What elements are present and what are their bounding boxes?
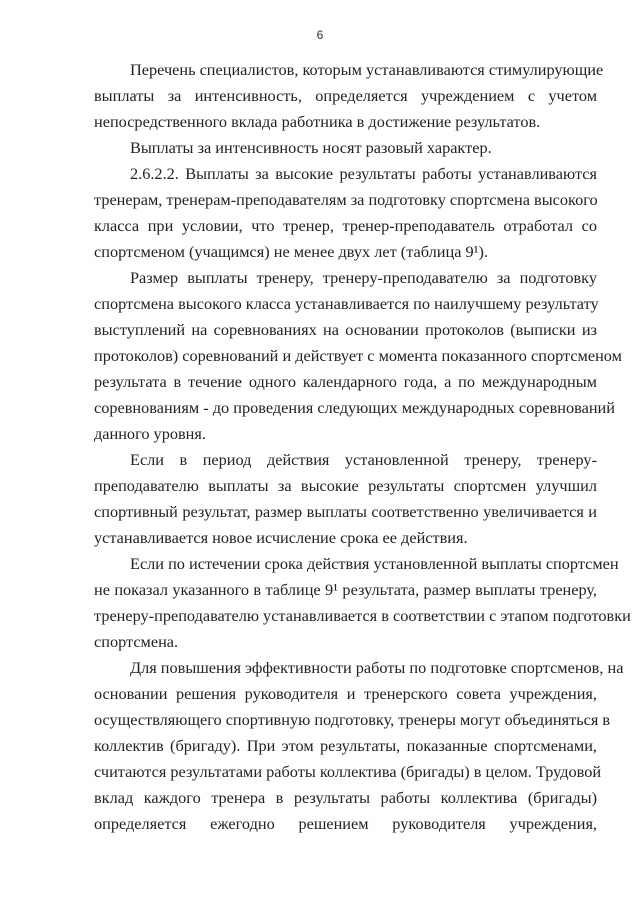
text-line: вклад каждого тренера в результаты работы коллектива (бригады) <box>94 788 597 807</box>
text-line: Размер выплаты тренеру, тренеру-преподавателю за подготовку <box>130 268 597 287</box>
text-line: Если по истечении срока действия установленной выплаты спортсмен <box>130 554 619 573</box>
text-line: результата в течение одного календарного года, а по международным <box>94 372 597 391</box>
text-line: протоколов) соревнований и действует с момента показанного спортсменом <box>94 346 622 365</box>
paragraph <box>94 135 597 161</box>
text-line: данного уровня. <box>94 424 206 443</box>
text-line: определяется ежегодно решением руководителя учреждения, <box>94 814 597 833</box>
text-line: соревнованиям - до проведения следующих международных соревнований <box>94 398 615 417</box>
paragraph <box>94 161 597 265</box>
text-line: Выплаты за интенсивность носят разовый характер. <box>130 138 492 157</box>
paragraph <box>94 57 604 135</box>
text-line: тренерам, тренерам-преподавателям за подготовку спортсмена высокого <box>94 190 598 209</box>
text-line: Перечень специалистов, которым устанавливаются стимулирующие <box>130 60 604 79</box>
text-line: непосредственного вклада работника в достижение результатов. <box>94 112 541 131</box>
document-body <box>94 57 631 837</box>
text-line: 2.6.2.2. Выплаты за высокие результаты работы устанавливаются <box>130 164 597 183</box>
text-line: преподавателю выплаты за высокие результаты спортсмен улучшил <box>94 476 597 495</box>
text-line: спортсмена высокого класса устанавливается по наилучшему результату <box>94 294 599 313</box>
text-line: выступлений на соревнованиях на основании протоколов (выписки из <box>94 320 597 339</box>
paragraph <box>94 551 631 655</box>
text-line: основании решения руководителя и тренерского совета учреждения, <box>94 684 597 703</box>
text-line: осуществляющего спортивную подготовку, тренеры могут объединяться в <box>94 710 611 729</box>
paragraph <box>94 447 597 551</box>
paragraph <box>94 265 622 447</box>
text-line: коллектив (бригаду). При этом результаты, показанные спортсменами, <box>94 736 597 755</box>
page-number: 6 <box>316 28 324 42</box>
text-line: не показал указанного в таблице 9¹ результата, размер выплаты тренеру, <box>94 580 597 599</box>
text-line: выплаты за интенсивность, определяется учреждением с учетом <box>94 86 597 105</box>
paragraph <box>94 655 624 837</box>
text-line: спортсмена. <box>94 632 179 651</box>
text-line: устанавливается новое исчисление срока ее действия. <box>94 528 468 547</box>
text-line: класса при условии, что тренер, тренер-преподаватель отработал со <box>94 216 597 235</box>
text-line: Для повышения эффективности работы по подготовке спортсменов, на <box>130 658 624 677</box>
text-line: Если в период действия установленной тренеру, тренеру- <box>130 450 597 469</box>
text-line: спортсменом (учащимся) не менее двух лет (таблица 9¹). <box>94 242 489 261</box>
text-line: спортивный результат, размер выплаты соответственно увеличивается и <box>94 502 597 521</box>
text-line: тренеру-преподавателю устанавливается в соответствии с этапом подготовки <box>94 606 631 625</box>
text-line: считаются результатами работы коллектива (бригады) в целом. Трудовой <box>94 762 602 781</box>
